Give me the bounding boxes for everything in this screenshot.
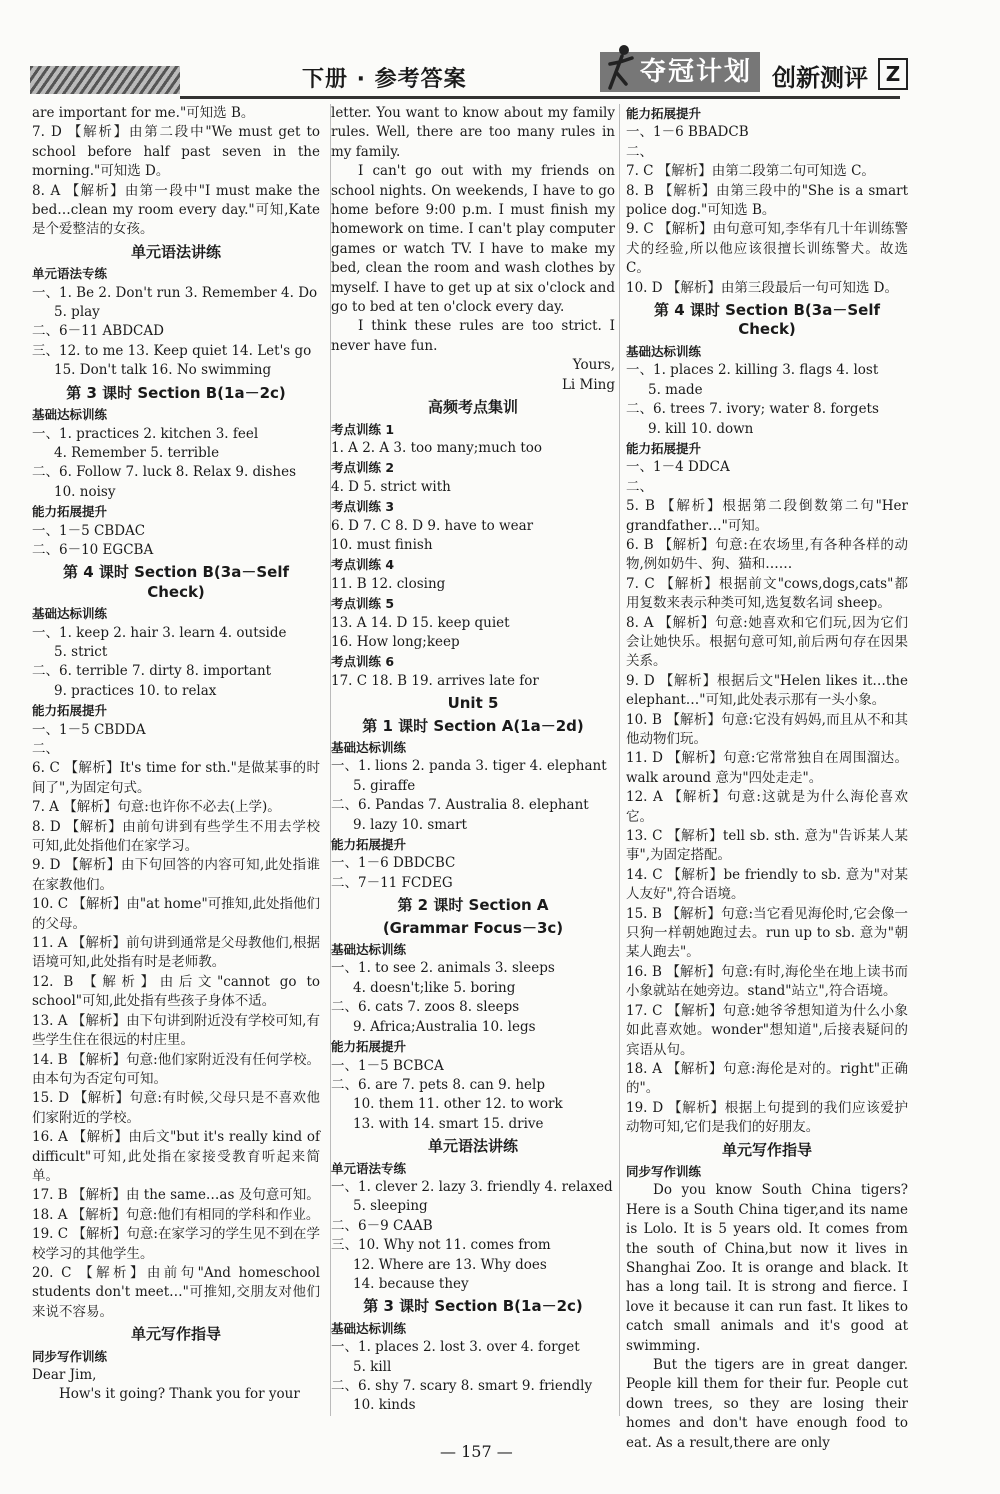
answer-item: 19. D 【解析】根据上句提到的我们应该爱护动物可知,它们是我们的好朋友。 <box>626 1099 908 1136</box>
logo-subtitle: 创新测评 <box>772 64 868 92</box>
answer-line: 一、1－4 DDCA <box>626 459 730 476</box>
answer-line: 二、 <box>32 741 59 757</box>
essay-paragraph: I think these rules are too strict. I never have fun. <box>331 318 615 354</box>
section-heading: (Grammar Focus－3c) <box>382 918 564 937</box>
subsection-label: 能力拓展提升 <box>626 440 702 456</box>
answer-item: 11. A 【解析】前句讲到通常是父母教他们,根据语境可知,此处指有时是老师教。 <box>32 935 320 971</box>
subsection-label: 基础达标训练 <box>626 343 702 359</box>
essay-paragraph: I can't go out with my friends on school nights. On weekends, I have to go home before 9:00 p.m. I must finish my homework on time. I can't play computer games or watch TV. I have to make my bed, clean the room and wash clothes by myself. I have to get up at six o'clock and go to bed at ten o'clock every day. <box>331 163 615 316</box>
header-decoration <box>30 66 180 94</box>
answer-line: 二、6. trees 7. ivory; water 8. forgets <box>626 401 879 418</box>
grade-badge: Z <box>878 58 908 90</box>
answer-line: are important for me."可知选 B。 <box>32 105 255 121</box>
subsection-label: 基础达标训练 <box>32 606 108 622</box>
answer-item: letter. You want to know about my family rules. Well, there are too many rules in my family. <box>331 105 615 160</box>
answer-line: 9. kill 10. down <box>648 420 754 437</box>
answer-item: 9. C 【解析】由句意可知,李华有几十年训练警犬的经验,所以他应该很擅长训练警犬。故选 C。 <box>626 221 908 277</box>
subsection-label: 能力拓展提升 <box>32 703 108 719</box>
answer-line: 17. C 18. B 19. arrives late for <box>331 672 539 689</box>
subsection-label: 考点训练 6 <box>331 654 395 670</box>
essay-paragraph: How's it going? Thank you for your <box>59 1386 300 1403</box>
subsection-label: 考点训练 3 <box>331 499 395 515</box>
answer-line: 10. must finish <box>331 536 433 553</box>
subsection-label: 同步写作训练 <box>32 1348 108 1364</box>
letter-signoff: Yours, <box>572 357 615 374</box>
section-heading: 单元语法讲练 <box>130 242 221 261</box>
section-heading: 第 3 课时 Section B(1a－2c) <box>363 1297 583 1316</box>
subsection-label: 同步写作训练 <box>626 1163 702 1179</box>
essay-paragraph: Do you know South China tigers? Here is a South China tiger,and its name is Lolo. It is 5 years old. It comes from the south of China,but now it lives in Shanghai Zoo. It is orange and black. It has a long tail. It is strong and fierce. I love it because it can run fast. It likes to catch small animals and it's good at swimming. <box>626 1182 908 1354</box>
section-heading: 第 3 课时 Section B(1a－2c) <box>66 383 286 402</box>
answer-line: 二、6－9 CAAB <box>331 1217 433 1234</box>
answer-line: 二、6. Pandas 7. Australia 8. elephant <box>331 797 589 814</box>
answer-line: 10. noisy <box>54 483 116 500</box>
section-heading: 第 1 课时 Section A(1a－2d) <box>362 716 584 735</box>
answer-item: 8. A 【解析】由第一段中"I must make the bed…clean my room every day."可知,Kate 是个爱整洁的女孩。 <box>32 182 320 238</box>
answer-item: 15. B 【解析】句意:当它看见海伦时,它会像一只狗一样朝她跑过去。run up to sb. 意为"朝某人跑去"。 <box>626 905 908 961</box>
letter-signoff: Li Ming <box>561 376 615 393</box>
answer-line: 10. them 11. other 12. to work <box>353 1096 563 1113</box>
answer-item: 12. B 【解析】由后文"cannot go to school"可知,此处指有些孩子身体不适。 <box>32 973 320 1010</box>
answer-line: 一、1. clever 2. lazy 3. friendly 4. relaxed <box>331 1178 613 1195</box>
answer-line: 二、6. shy 7. scary 8. smart 9. friendly <box>331 1378 593 1394</box>
runner-icon <box>606 44 636 94</box>
answer-line: 一、1. practices 2. kitchen 3. feel <box>32 425 259 442</box>
subsection-label: 考点训练 2 <box>331 460 395 476</box>
answer-item: 7. D 【解析】由第二段中"We must get to school before half past seven in the morning."可知选 D。 <box>32 124 320 180</box>
answer-line: 5. strict <box>54 643 108 660</box>
answer-item: 19. C 【解析】句意:在家学习的学生见不到在学校学习的其他学生。 <box>32 1226 320 1262</box>
answer-item: 7. C 【解析】根据前文"cows,dogs,cats"都用复数来表示种类可知,选复数名词 sheep。 <box>626 575 908 612</box>
answer-line: 三、12. to me 13. Keep quiet 14. Let's go <box>32 342 312 359</box>
section-heading: 第 4 课时 Section B(3a－Self Check) <box>63 563 289 601</box>
answer-item: 13. A 【解析】由下句讲到附近没有学校可知,有些学生住在很远的村庄里。 <box>32 1012 320 1049</box>
answer-line: 三、10. Why not 11. comes from <box>331 1237 551 1254</box>
answer-item: 16. B 【解析】句意:有时,海伦坐在地上读书而小象就站在她旁边。stand"站立",符合语境。 <box>626 963 908 1000</box>
answer-line: 9. practices 10. to relax <box>54 682 217 699</box>
answer-line: 二、6. are 7. pets 8. can 9. help <box>331 1076 545 1093</box>
answer-item: 20. C 【解析】由前句"And homeschool students don't meet…"可推知,交朋友对他们来说不容易。 <box>32 1264 320 1320</box>
answer-line: 二、7－11 FCDEG <box>331 874 453 891</box>
answer-line: 5. play <box>54 304 100 321</box>
answer-line: 6. D 7. C 8. D 9. have to wear <box>331 517 534 534</box>
answer-line: 5. sleeping <box>353 1198 428 1215</box>
answer-line: 11. B 12. closing <box>331 575 446 592</box>
answer-item: 18. A 【解析】句意:海伦是对的。right"正确的"。 <box>626 1060 908 1097</box>
answer-line: 4. D 5. strict with <box>331 478 451 495</box>
answer-item: 12. A 【解析】句意:这就是为什么海伦喜欢它。 <box>626 789 908 825</box>
section-heading: 第 2 课时 Section A <box>397 896 549 915</box>
answer-item: 17. C 【解析】句意:她爷爷想知道为什么小象如此喜欢她。wonder"想知道",后接表疑问的宾语从句。 <box>626 1002 908 1058</box>
answer-line: 一、1. Be 2. Don't run 3. Remember 4. Do <box>32 284 318 301</box>
subsection-label: 能力拓展提升 <box>331 837 407 853</box>
answer-item: 6. C 【解析】It's time for sth."是做某事的时间了",为固定句式。 <box>32 760 320 796</box>
answer-line: 15. Don't talk 16. No swimming <box>54 362 272 379</box>
answer-line: 5. made <box>648 381 703 398</box>
answer-item: 8. D 【解析】由前句讲到有些学生不用去学校可知,此处指他们在家学习。 <box>32 818 320 855</box>
answer-item: 7. A 【解析】句意:也许你不必去(上学)。 <box>32 799 281 816</box>
answer-line: 一、1. keep 2. hair 3. learn 4. outside <box>32 624 287 641</box>
answer-column-3 <box>626 104 908 1453</box>
answer-line: 一、1. places 2. killing 3. flags 4. lost <box>626 362 879 379</box>
answer-column-2 <box>330 104 620 1416</box>
answer-line: 4. doesn't;like 5. boring <box>353 979 516 996</box>
subsection-label: 考点训练 4 <box>331 557 395 573</box>
answer-item: 11. D 【解析】句意:它常常独自在周围溜达。walk around 意为"四处走走"。 <box>626 750 908 786</box>
answer-line: 二、6. Follow 7. luck 8. Relax 9. dishes <box>32 464 297 481</box>
answer-item: 16. A 【解析】由后文"but it's really kind of difficult"可知,此处指在家接受教育听起来简单。 <box>32 1129 320 1184</box>
answer-item: 14. C 【解析】be friendly to sb. 意为"对某人友好",符合语境。 <box>626 866 908 903</box>
answer-item: 9. D 【解析】根据后文"Helen likes it…the elephant…"可知,此处表示那有一头小象。 <box>626 672 908 709</box>
answer-line: 4. Remember 5. terrible <box>54 444 220 461</box>
section-heading: 第 4 课时 Section B(3a－Self Check) <box>654 301 880 339</box>
section-heading: 单元写作指导 <box>721 1140 812 1159</box>
answer-line: 9. lazy 10. smart <box>353 816 467 833</box>
page-number: — 157 — <box>440 1442 513 1461</box>
answer-line: 13. with 14. smart 15. drive <box>353 1115 544 1132</box>
answer-item: 10. C 【解析】由"at home"可推知,此处指他们的父母。 <box>32 896 320 932</box>
answer-item: 8. A 【解析】句意:她喜欢和它们玩,因为它们会让她快乐。根据句意可知,前后两句存在因果关系。 <box>626 614 908 670</box>
header-title: 下册 · 参考答案 <box>302 67 467 92</box>
answer-line: 9. Africa;Australia 10. legs <box>353 1018 536 1035</box>
subsection-label: 能力拓展提升 <box>626 106 702 121</box>
answer-item: 8. B 【解析】由第三段中的"She is a smart police dog."可知选 B。 <box>626 182 908 219</box>
subsection-label: 基础达标训练 <box>331 942 407 958</box>
subsection-label: 基础达标训练 <box>32 407 108 423</box>
answer-item: 7. C 【解析】由第二段第二句可知选 C。 <box>626 163 875 180</box>
answer-line: 二、6－10 EGCBA <box>32 541 154 558</box>
answer-line: 5. giraffe <box>353 777 416 794</box>
answer-item: 14. B 【解析】句意:他们家附近没有任何学校。由本句为否定句可知。 <box>32 1051 320 1087</box>
section-heading: 单元语法讲练 <box>427 1137 518 1156</box>
answer-line: 一、1－5 BCBCA <box>331 1057 444 1074</box>
answer-item: 15. D 【解析】句意:有时候,父母只是不喜欢他们家附近的学校。 <box>32 1090 320 1126</box>
answer-line: 一、1. to see 2. animals 3. sleeps <box>331 960 555 977</box>
subsection-label: 基础达标训练 <box>331 1320 407 1336</box>
answer-line: 二、6. terrible 7. dirty 8. important <box>32 663 272 680</box>
subsection-label: 单元语法专练 <box>32 266 108 282</box>
subsection-label: 考点训练 1 <box>331 421 395 437</box>
answer-line: 二、6－11 ABDCAD <box>32 323 164 340</box>
answer-item: 6. B 【解析】句意:在农场里,有各种各样的动物,例如奶牛、狗、猫和…… <box>626 536 908 573</box>
answer-line: 一、1. places 2. lost 3. over 4. forget <box>331 1339 580 1356</box>
answer-item: 18. A 【解析】句意:他们有相同的学科和作业。 <box>32 1206 320 1223</box>
answer-item: 17. B 【解析】由 the same…as 及句意可知。 <box>32 1187 320 1204</box>
answer-item: 13. C 【解析】tell sb. sth. 意为"告诉某人某事",为固定搭配。 <box>626 828 908 864</box>
answer-line: 1. A 2. A 3. too many;much too <box>331 439 543 456</box>
answer-line: 一、1－5 CBDAC <box>32 522 146 539</box>
subsection-label: 能力拓展提升 <box>32 504 108 520</box>
answer-line: 12. Where are 13. Why does <box>353 1256 547 1273</box>
answer-item: 9. D 【解析】由下句回答的内容可知,此处指谁在家教他们。 <box>32 857 320 893</box>
answer-line: 14. because they <box>353 1275 469 1292</box>
section-heading: 高频考点集训 <box>427 398 518 417</box>
answer-line: 二、 <box>626 143 653 160</box>
section-heading: Unit 5 <box>447 694 499 713</box>
logo-text: 夺冠计划 <box>600 52 760 92</box>
header-rule <box>180 96 900 99</box>
brand-logo <box>600 50 900 96</box>
answer-line: 5. kill <box>353 1358 392 1375</box>
answer-item: 10. D 【解析】由第三段最后一句可知选 D。 <box>626 279 898 296</box>
answer-line: 13. A 14. D 15. keep quiet <box>331 614 510 631</box>
answer-column-1 <box>32 104 320 1405</box>
answer-line: 二、 <box>626 478 653 495</box>
answer-line: 一、1－6 DBDCBC <box>331 855 456 872</box>
answer-line: 一、1－6 BBADCB <box>626 124 749 141</box>
answer-item: 10. B 【解析】句意:它没有妈妈,而且从不和其他动物们玩。 <box>626 711 908 747</box>
answer-line: 一、1－5 CBDDA <box>32 721 146 738</box>
essay-paragraph: But the tigers are in great danger. People kill them for their fur. People cut down trees, so they are losing their homes and don't have enough food to eat. As a result,there are only <box>626 1357 908 1451</box>
subsection-label: 基础达标训练 <box>331 740 407 755</box>
subsection-label: 单元语法专练 <box>331 1160 407 1176</box>
answer-line: 一、1. lions 2. panda 3. tiger 4. elephant <box>331 758 607 775</box>
answer-line: 16. How long;keep <box>331 633 460 650</box>
answer-line: Dear Jim, <box>32 1367 97 1383</box>
answer-item: 5. B 【解析】根据第二段倒数第二句"Her grandfather…"可知。 <box>626 498 908 534</box>
answer-line: 二、6. cats 7. zoos 8. sleeps <box>331 999 520 1016</box>
subsection-label: 考点训练 5 <box>331 596 395 612</box>
answer-line: 10. kinds <box>353 1397 416 1414</box>
page-header <box>0 0 1000 100</box>
subsection-label: 能力拓展提升 <box>331 1039 407 1055</box>
section-heading: 单元写作指导 <box>130 1325 221 1344</box>
